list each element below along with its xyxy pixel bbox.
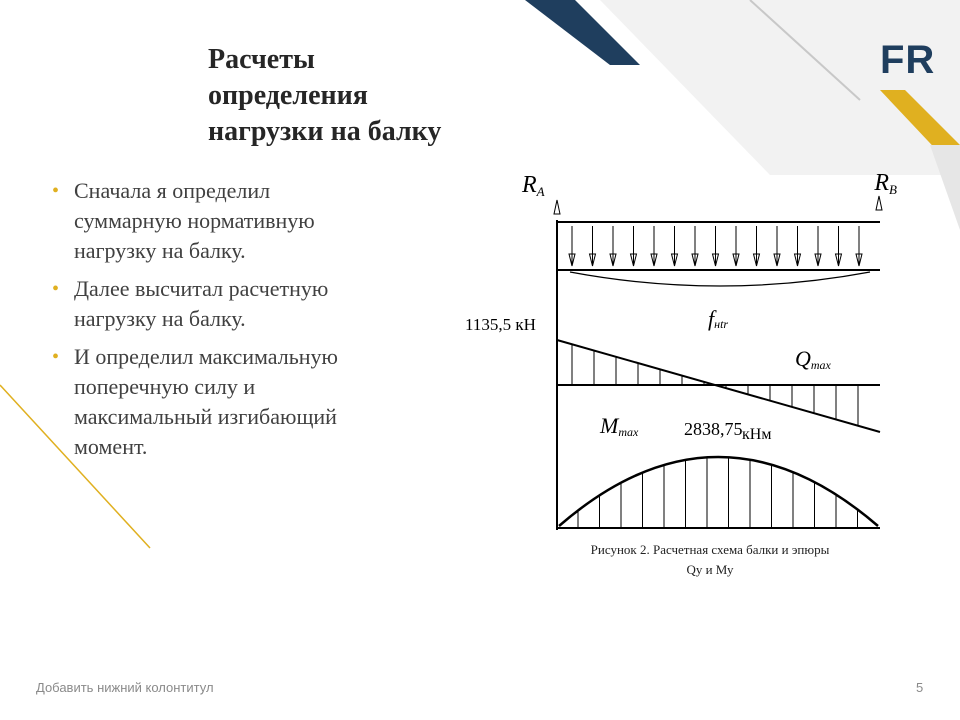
footer-text: Добавить нижний колонтитул [36, 680, 214, 695]
moment-unit: кНм [742, 426, 772, 443]
bullet-item [52, 342, 412, 462]
bullet-icon: • [52, 278, 60, 300]
moment-hatching [578, 457, 858, 528]
bullet-line: И определил максимальную [74, 344, 338, 369]
caption-line: Qу и Му [686, 562, 734, 577]
bullet-line: Далее высчитал расчетную [74, 276, 329, 301]
beam-diagram [460, 150, 897, 535]
caption-line: Рисунок 2. Расчетная схема балки и эпюры [590, 542, 830, 557]
bullet-icon: • [52, 346, 60, 368]
label-ra: RA [522, 172, 545, 199]
bullet-line: момент. [74, 434, 148, 459]
brand-logo: FR [880, 38, 936, 82]
moment-value: 2838,75 [684, 419, 743, 439]
support-right-icon [876, 196, 882, 210]
bullet-icon: • [52, 180, 60, 202]
deflection-curve [570, 272, 870, 286]
bullet-line: максимальный изгибающий [74, 404, 337, 429]
label-shear: Qmax [795, 346, 831, 372]
label-moment: Mmax [600, 413, 639, 439]
figure-caption [560, 540, 860, 580]
bullet-line: нагрузку на балку. [74, 306, 246, 331]
gray-corner [930, 145, 960, 230]
bullet-line: нагрузку на балку. [74, 238, 246, 263]
moment-parabola [559, 457, 878, 526]
bullet-item [52, 176, 412, 266]
bullet-line: Сначала я определил [74, 178, 271, 203]
label-deflection: fнtr [708, 306, 729, 331]
bullet-line: поперечную силу и [74, 374, 256, 399]
bullet-list [52, 176, 412, 470]
bullet-item [52, 274, 412, 334]
label-rb: RB [874, 170, 897, 197]
bullet-line: суммарную нормативную [74, 208, 315, 233]
title-line: нагрузки на балку [208, 116, 442, 147]
page-number: 5 [916, 680, 924, 695]
shear-value: 1135,5 кН [465, 315, 536, 334]
support-left-icon [554, 200, 560, 214]
title-line: определения [208, 80, 368, 111]
slide-title [208, 42, 508, 150]
title-line: Расчеты [208, 44, 315, 75]
load-arrows [569, 226, 862, 266]
